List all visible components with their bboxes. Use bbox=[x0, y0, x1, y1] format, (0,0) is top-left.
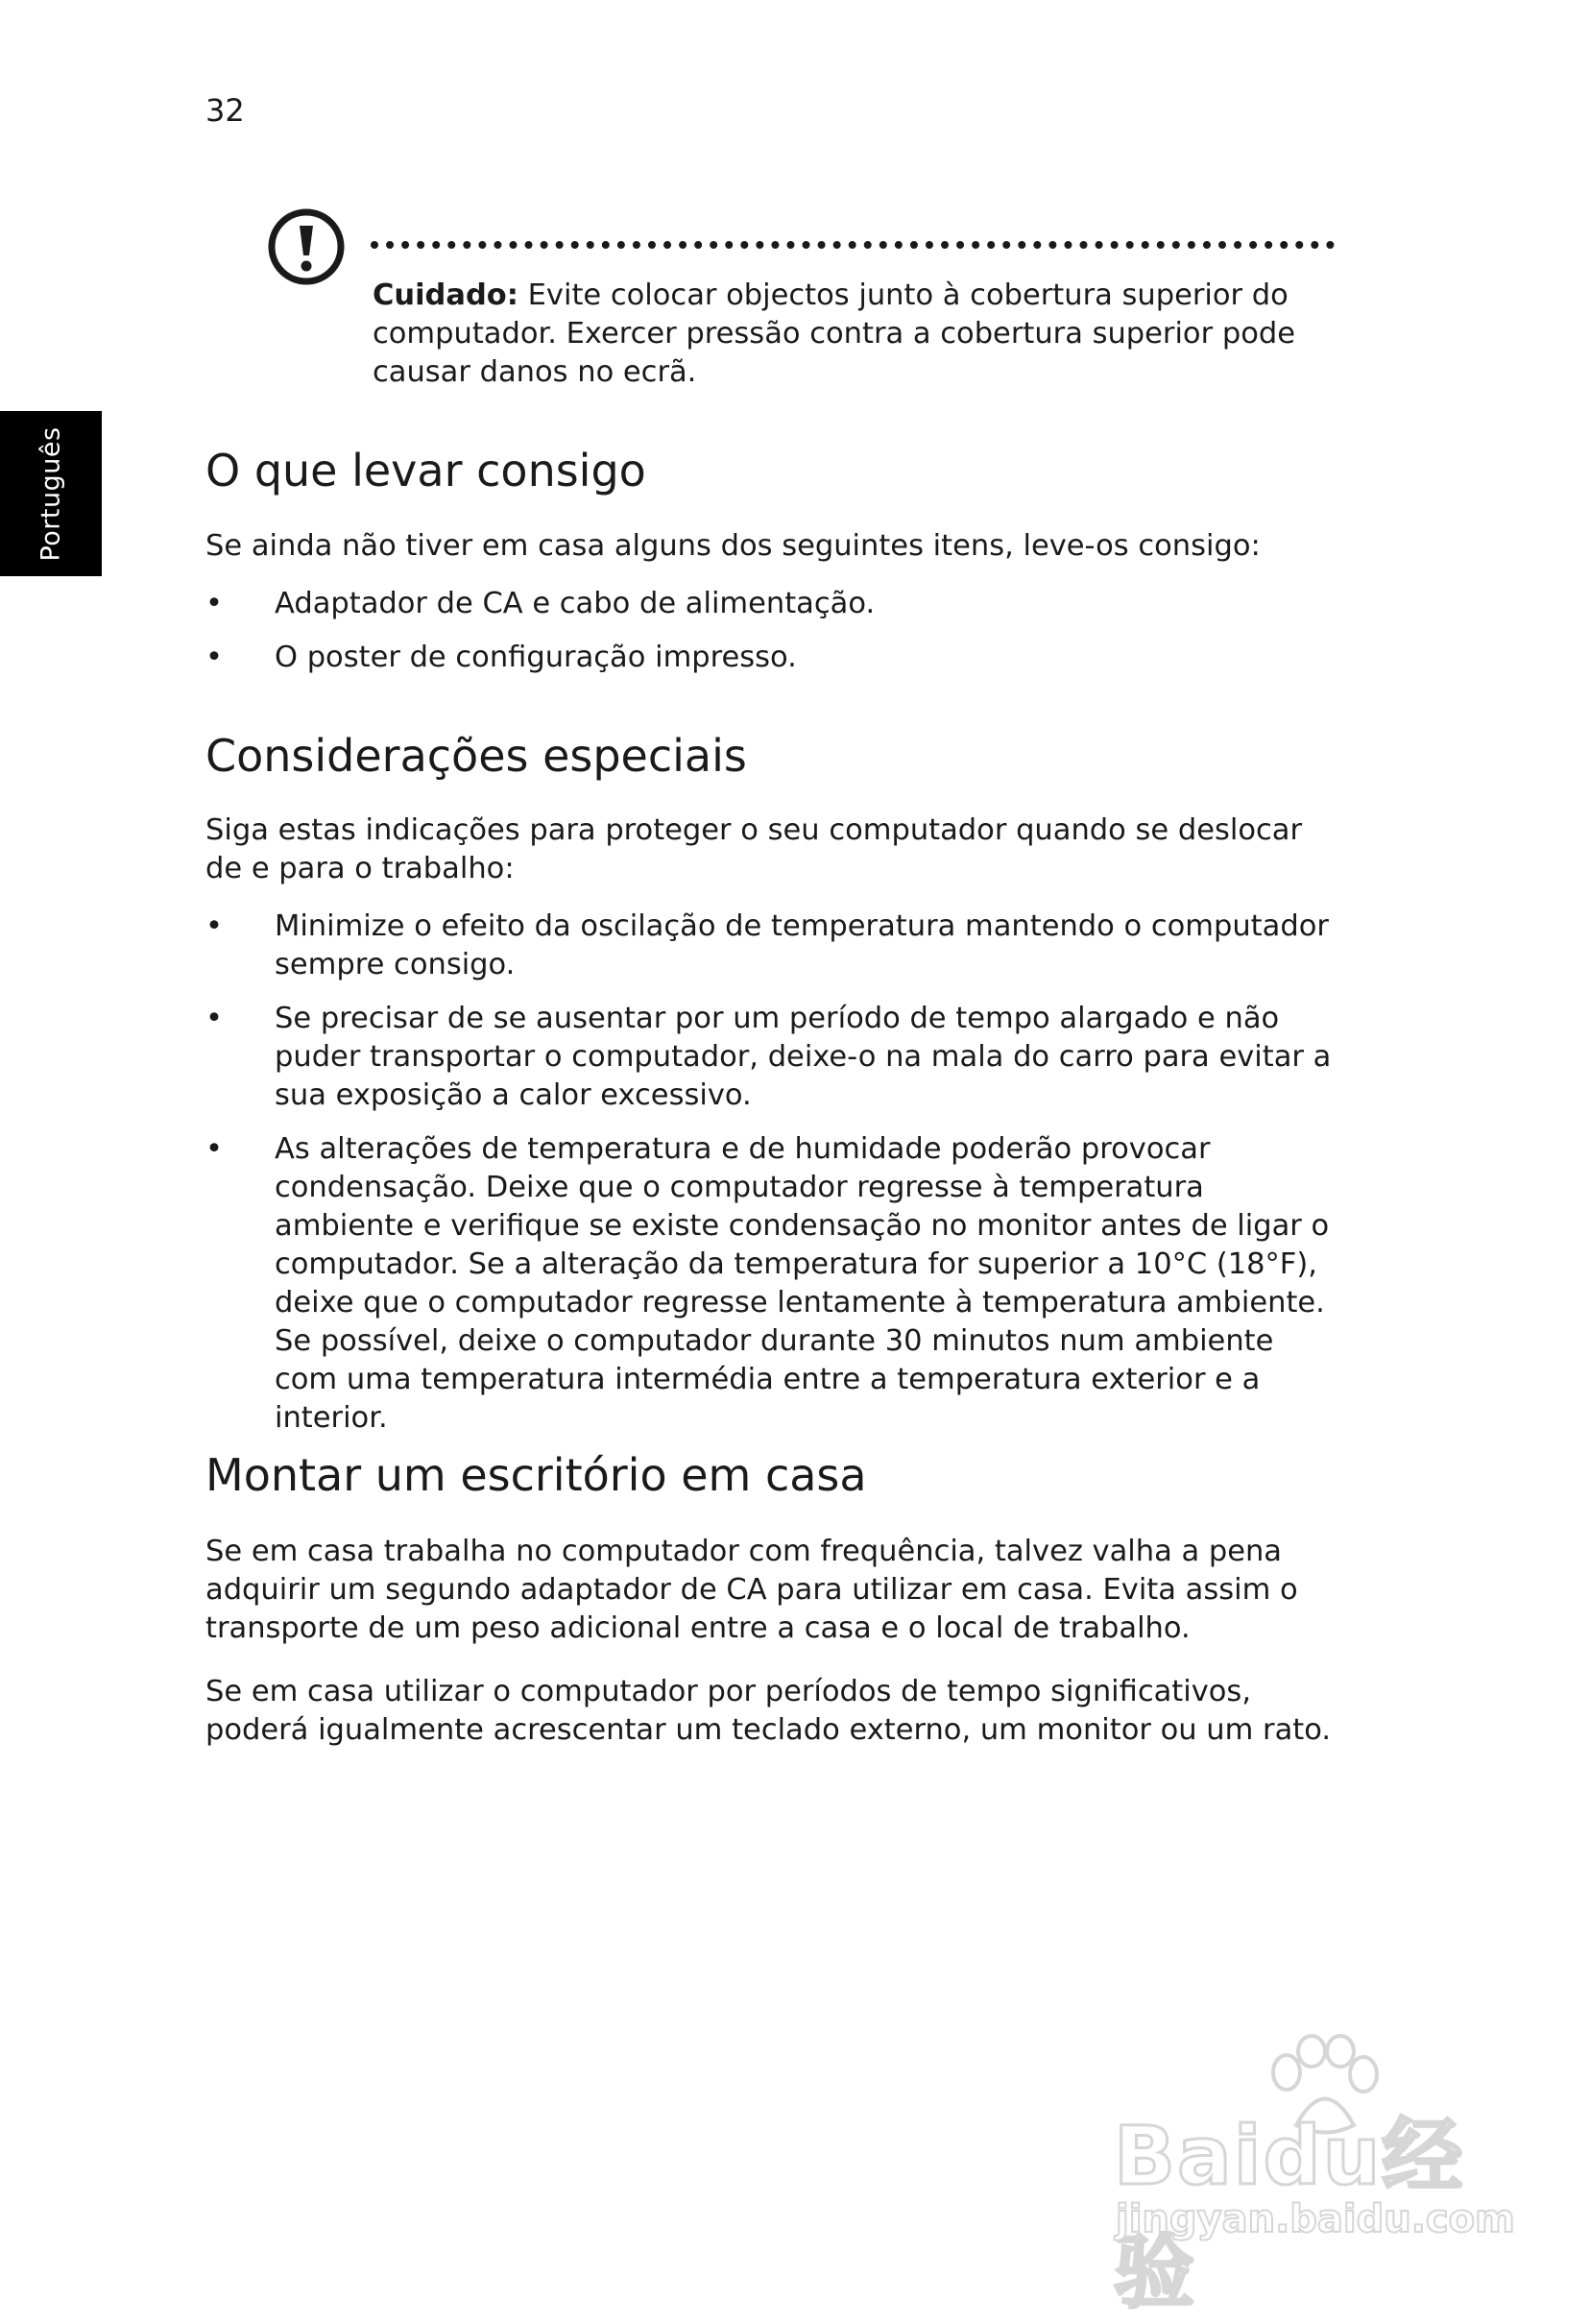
list-item bbox=[205, 639, 1338, 677]
watermark-brand: Baidu经验 bbox=[1114, 2109, 1465, 2319]
page-number: 32 bbox=[205, 92, 245, 129]
baidu-watermark bbox=[1114, 2034, 1515, 2319]
bullet-icon: • bbox=[205, 909, 223, 943]
paragraph: Se em casa utilizar o computador por períodos de tempo significativos, poderá igualmente acrescentar um teclado externo, um monitor ou um rato. bbox=[205, 1675, 1332, 1747]
section-heading-home-office: Montar um escritório em casa bbox=[205, 1449, 867, 1501]
list-item bbox=[205, 908, 1338, 984]
paragraph: Se em casa trabalha no computador com frequência, talvez valha a pena adquirir um segundo adaptador de CA para utilizar em casa. Evita assim o transporte de um peso adicional entre a casa e o local de trabalho. bbox=[205, 1535, 1298, 1645]
section-intro: Siga estas indicações para proteger o seu computador quando se deslocar de e para o trabalho: bbox=[205, 813, 1302, 885]
language-side-tab bbox=[0, 411, 102, 576]
bullet-icon: • bbox=[205, 1002, 223, 1035]
list-item bbox=[205, 1130, 1338, 1438]
caution-icon bbox=[267, 207, 346, 286]
bullet-icon: • bbox=[205, 1132, 223, 1166]
caution-body: Evite colocar objectos junto à cobertura superior do computador. Exercer pressão contra a cobertura superior pode causar danos no ecrã. bbox=[373, 278, 1295, 389]
list-item-text: As alterações de temperatura e de humidade poderão provocar condensação. Deixe que o computador regresse à temperatura ambiente e verifique se existe condensação no monitor antes de ligar o computador. Se a alteração da temperatura for superior a 10°C (18°F), deixe que o computador regresse lentamente à temperatura ambiente. Se possível, deixe o computador durante 30 minutos num ambiente com uma temperatura intermédia entre a temperatura exterior e a interior. bbox=[275, 1132, 1330, 1435]
list-item bbox=[205, 585, 1338, 623]
caution-divider bbox=[371, 241, 1335, 249]
section-heading-special-considerations: Considerações especiais bbox=[205, 730, 747, 782]
bullet-icon: • bbox=[205, 587, 223, 620]
list-item-text: Se precisar de se ausentar por um período de tempo alargado e não puder transportar o computador, deixe-o na mala do carro para evitar a sua exposição a calor excessivo. bbox=[275, 1002, 1332, 1112]
list-item-text: Minimize o efeito da oscilação de temperatura mantendo o computador sempre consigo. bbox=[275, 909, 1329, 981]
caution-label: Cuidado: bbox=[373, 278, 518, 312]
list-item-text: O poster de configuração impresso. bbox=[275, 641, 797, 674]
language-tab-label: Português bbox=[36, 425, 66, 562]
section-intro: Se ainda não tiver em casa alguns dos seguintes itens, leve-os consigo: bbox=[205, 529, 1261, 563]
section-heading-take-with-you: O que levar consigo bbox=[205, 445, 646, 496]
caution-note bbox=[373, 277, 1333, 392]
list-item bbox=[205, 1000, 1338, 1115]
bullet-icon: • bbox=[205, 641, 223, 674]
watermark-url: jingyan.baidu.com bbox=[1116, 2197, 1515, 2241]
list-item-text: Adaptador de CA e cabo de alimentação. bbox=[275, 587, 876, 620]
